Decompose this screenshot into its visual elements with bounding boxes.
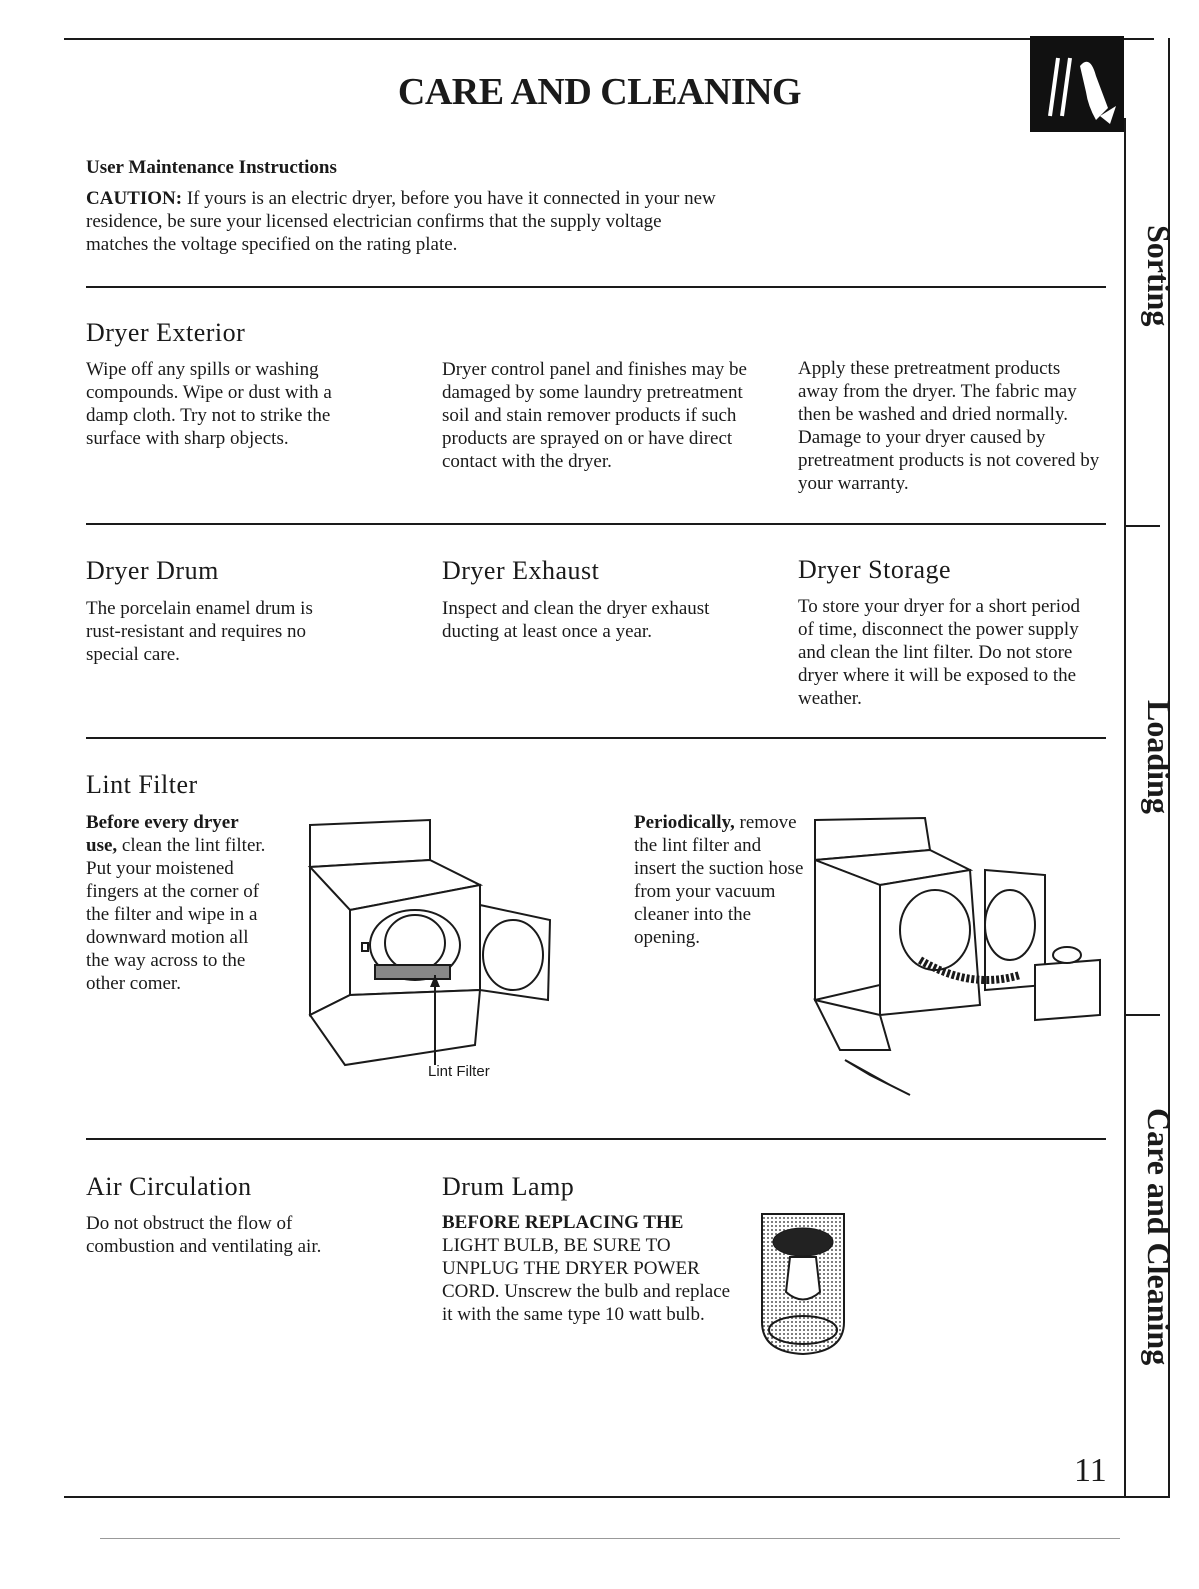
lint-body-1: clean the lint filter. Put your moistened fingers at the corner of the filter and wipe in a downward motion all the way across to the other comer. [86,835,266,994]
caution-label: CAUTION: [86,188,183,209]
dryer-vacuum-illustration [810,815,1110,1115]
tab-loading[interactable]: Loading [1141,700,1177,814]
storage-text: To store your dryer for a short period of time, disconnect the power supply and clean the lint filter. Do not store dryer where it will be exposed to the weather. [798,596,1081,709]
tab-separator [1126,525,1160,527]
page-title: CARE AND CLEANING [397,71,802,113]
tab-care-and-cleaning[interactable]: Care and Cleaning [1141,1108,1177,1366]
exterior-col1: Wipe off any spills or washing compounds. Wipe or dust with a damp cloth. Try not to strike the surface with sharp objects. [86,359,332,449]
lint-text-1 [86,811,271,995]
lamp-heading: Drum Lamp [442,1172,575,1201]
top-rule [64,38,1154,40]
air-text: Do not obstruct the flow of combustion and ventilating air. [86,1213,322,1257]
section-rule [86,1138,1106,1140]
lint-heading: Lint Filter [86,770,198,799]
lint-bold-2: Periodically, [634,812,735,833]
lint-filter-caption: Lint Filter [428,1063,490,1080]
scan-line [100,1538,1120,1539]
lint-text-2 [634,811,804,949]
lint-body-2: remove the lint filter and insert the suction hose from your vacuum cleaner into the opening. [634,812,804,948]
lamp-text [442,1211,742,1326]
exterior-col2: Dryer control panel and finishes may be damaged by some laundry pretreatment soil and stain remover products if such products are sprayed on or have direct contact with the dryer. [442,359,747,472]
dryer-lint-filter-illustration [300,815,560,1075]
tab-divider [1124,118,1126,1498]
tab-separator [1126,1014,1160,1016]
page-number: 11 [1074,1452,1107,1489]
section-rule [86,737,1106,739]
maintenance-heading: User Maintenance Instructions [86,157,337,178]
caution-text: If yours is an electric dryer, before you have it connected in your new residence, be sure your licensed electrician confirms that the supply voltage matches the voltage specified on the rating plate. [86,188,716,255]
drum-heading: Dryer Drum [86,556,219,585]
section-rule [86,523,1106,525]
lamp-bold: BEFORE REPLACING THE [442,1212,684,1233]
section-rule [86,286,1106,288]
lamp-body: LIGHT BULB, BE SURE TO UNPLUG THE DRYER POWER CORD. Unscrew the bulb and replace it with the same type 10 watt bulb. [442,1235,731,1325]
exterior-col3: Apply these pretreatment products away from the dryer. The fabric may then be washed and dried normally. Damage to your dryer caused by pretreatment products is not covered by your warranty. [798,358,1100,494]
exterior-heading: Dryer Exterior [86,318,246,347]
air-heading: Air Circulation [86,1172,252,1201]
drum-lamp-illustration [758,1212,848,1357]
drum-text: The porcelain enamel drum is rust-resistant and requires no special care. [86,598,313,665]
bottom-rule [64,1496,1170,1498]
lint-bold-1: Before every dryer use, [86,812,239,856]
caution-paragraph [86,187,716,256]
exhaust-text: Inspect and clean the dryer exhaust ducting at least once a year. [442,598,710,642]
tab-sorting[interactable]: Sorting [1141,225,1177,327]
exhaust-heading: Dryer Exhaust [442,556,600,585]
storage-heading: Dryer Storage [798,555,952,584]
